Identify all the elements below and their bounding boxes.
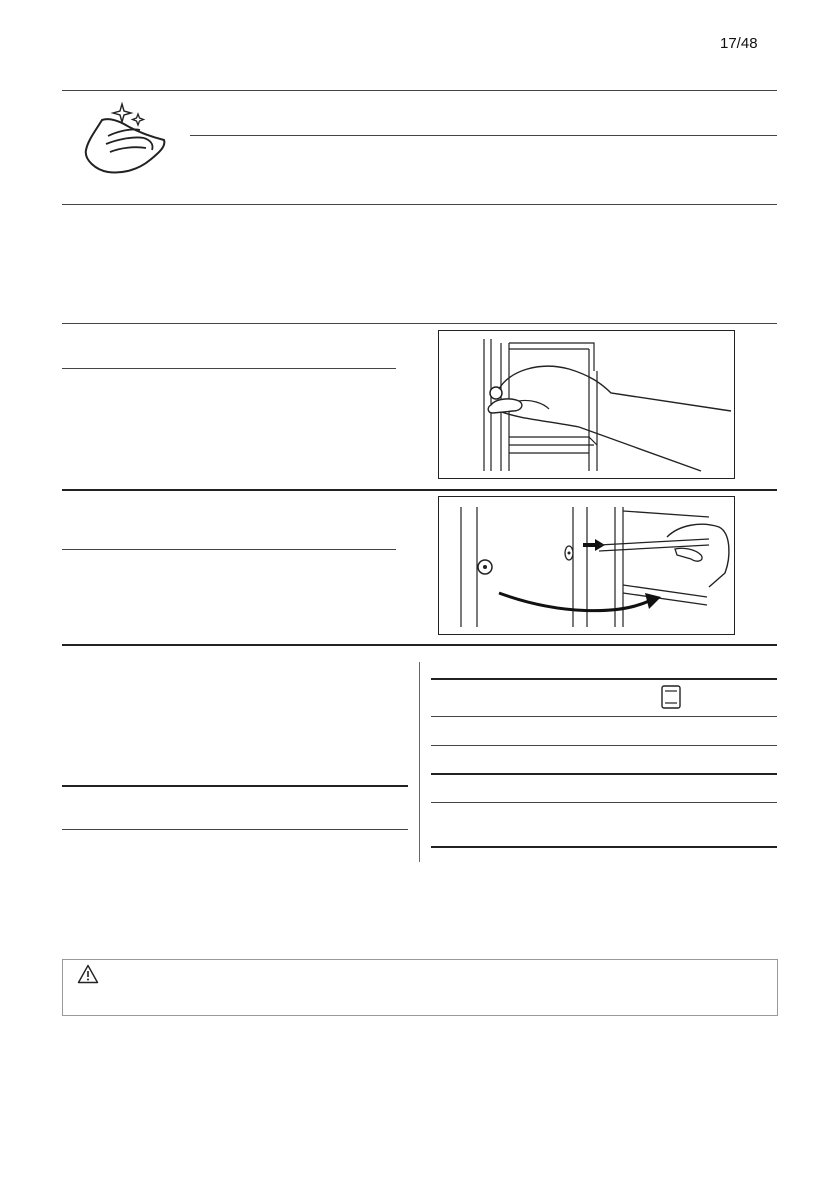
section-divider-2 [62, 204, 777, 205]
table-row-rule-1 [431, 716, 777, 717]
page-number: 17/48 [720, 35, 758, 52]
section-divider-4 [62, 489, 777, 491]
section-divider-5 [62, 644, 777, 646]
warning-triangle-icon [77, 964, 99, 984]
table-row-rule-3 [431, 773, 777, 775]
step-1-underline [62, 368, 396, 369]
illustration-remove-shelf-support [438, 330, 735, 479]
cleaning-icon [78, 100, 174, 180]
left-column-rule-1 [62, 785, 408, 787]
left-column-rule-2 [62, 829, 408, 830]
table-row-rule-4 [431, 802, 777, 803]
section-divider-top [62, 90, 777, 91]
illustration-install-shelf-support [438, 496, 735, 635]
step-2-underline [62, 549, 396, 550]
table-bottom-rule [431, 846, 777, 848]
warning-box [62, 959, 778, 1016]
table-row-rule-2 [431, 745, 777, 746]
table-header-rule [431, 678, 777, 680]
oven-function-icon [661, 685, 681, 709]
icon-title-underline [190, 135, 777, 136]
column-separator [419, 662, 420, 862]
section-divider-3 [62, 323, 777, 324]
